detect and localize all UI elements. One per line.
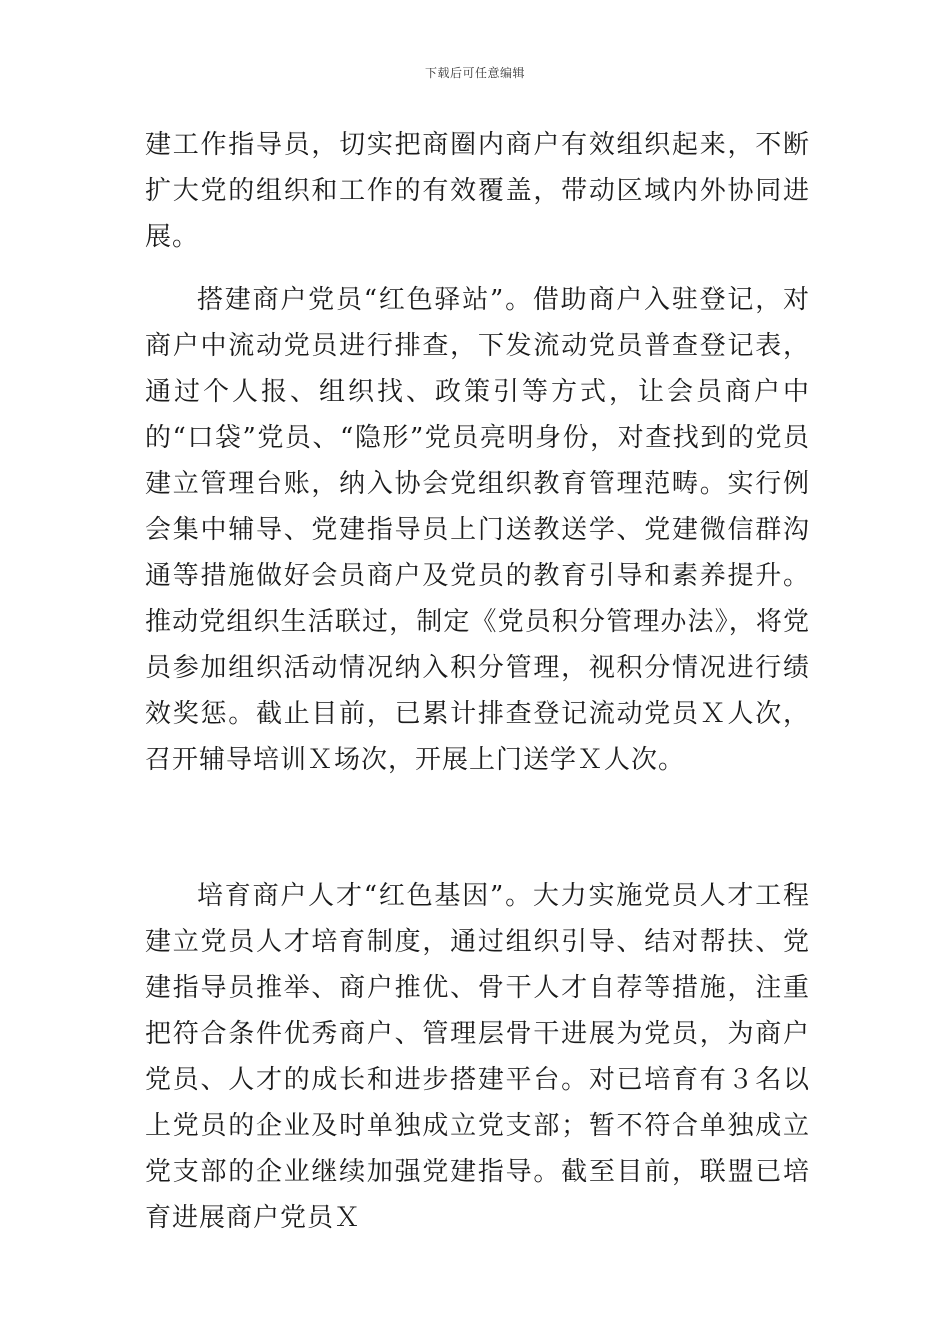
paragraph-1-text: 建工作指导员，切实把商圈内商户有效组织起来，不断扩大党的组织和工作的有效覆盖，带动区域内外协同进展。 bbox=[145, 130, 810, 252]
paragraph-3 bbox=[145, 873, 810, 1241]
paragraph-3-text: 培育商户人才“红色基因”。大力实施党员人才工程建立党员人才培育制度，通过组织引导、结对帮扶、党建指导员推举、商户推优、骨干人才自荐等措施，注重把符合条件优秀商户、管理层骨干进展为党员，为商户党员、人才的成长和进步搭建平台。对已培育有３名以上党员的企业及时单独成立党支部；暂不符合单独成立党支部的企业继续加强党建指导。截至目前，联盟已培育进展商户党员Ｘ bbox=[145, 881, 810, 1233]
header-note: 下载后可任意编辑 bbox=[424, 66, 525, 80]
paragraph-2 bbox=[145, 277, 810, 783]
paragraph-2-text: 搭建商户党员“红色驿站”。借助商户入驻登记，对商户中流动党员进行排查，下发流动党员普查登记表，通过个人报、组织找、政策引等方式，让会员商户中的“口袋”党员、“隐形”党员亮明身份，对查找到的党员建立管理台账，纳入协会党组织教育管理范畴。实行例会集中辅导、党建指导员上门送教送学、党建微信群沟通等措施做好会员商户及党员的教育引导和素养提升。推动党组织生活联过，制定《党员积分管理办法》，将党员参加组织活动情况纳入积分管理，视积分情况进行绩效奖惩。截止目前，已累计排查登记流动党员Ｘ人次，召开辅导培训Ｘ场次，开展上门送学Ｘ人次。 bbox=[145, 285, 810, 775]
paragraph-1 bbox=[145, 122, 810, 260]
